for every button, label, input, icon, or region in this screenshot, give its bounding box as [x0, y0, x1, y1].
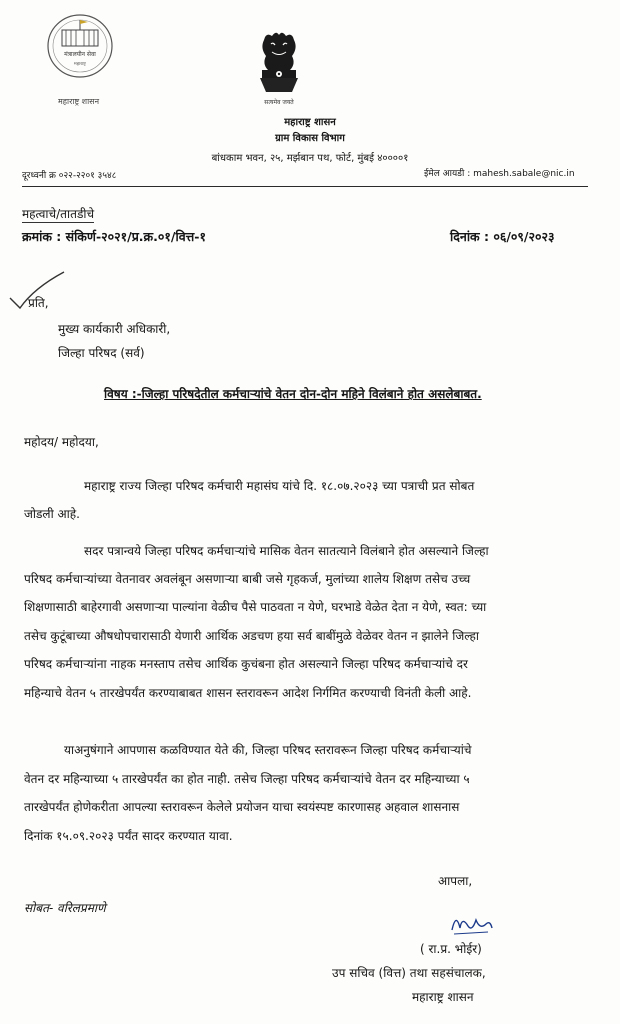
closing: आपला, — [438, 874, 473, 888]
state-emblem-icon — [254, 30, 304, 116]
svg-text:महाराष्ट्र: महाराष्ट्र — [74, 62, 86, 67]
body-line: महाराष्ट्र राज्य जिल्हा परिषद कर्मचारी महासंघ यांचे दि. १८.०७.२०२३ च्या पत्राची प्रत सोबत — [84, 479, 475, 493]
office-address: बांधकाम भवन, २५, मर्झबान पथ, फोर्ट, मुंबई ४००००१ — [211, 153, 409, 164]
recipient-line-1: मुख्य कार्यकारी अधिकारी, — [58, 322, 171, 336]
subject-line: विषय :-जिल्हा परिषदेतील कर्मचाऱ्यांचे वेतन दोन-दोन महिने विलंबाने होत असलेबाबत. — [104, 387, 482, 401]
priority-label: महत्वाचे/तातडीचे — [22, 207, 95, 221]
letter-date: दिनांक : ०६/०९/२०२३ — [450, 229, 555, 244]
signer-designation: उप सचिव (वित्त) तथा सहसंचालक, — [332, 966, 486, 980]
body-line: परिषद कर्मचाऱ्यांच्या वेतनावर अवलंबून असणाऱ्या बाबी जसे गृहकर्ज, मुलांच्या शालेय शिक्षण तसेच उच्च — [24, 572, 471, 586]
header-divider — [22, 186, 588, 187]
body-line: याअनुषंगाने आपणास कळविण्यात येते की, जिल्हा परिषद स्तरावरून जिल्हा परिषद कर्मचाऱ्यांचे — [64, 743, 472, 757]
body-line: सदर पत्रान्वये जिल्हा परिषद कर्मचाऱ्यांचे मासिक वेतन सातत्याने विलंबाने होत असल्याने जिल्हा — [84, 544, 489, 558]
government-name: महाराष्ट्र शासन — [284, 117, 336, 128]
body-line: जोडली आहे. — [24, 507, 80, 521]
to-label: प्रति, — [28, 296, 49, 310]
department-name: ग्राम विकास विभाग — [275, 133, 345, 144]
emblem-motto: सत्यमेव जयते — [264, 99, 294, 106]
body-line: महिन्याचे वेतन ५ तारखेपर्यंत करण्याबाबत शासन स्तरावरून आदेश निर्गमित करण्याची विनंती केली आहे. — [24, 686, 472, 700]
salutation: महोदय/ महोदया, — [24, 435, 99, 449]
body-line: तसेच कुटूंबाच्या औषधोपचारासाठी येणारी आर्थिक अडचण हया सर्व बाबींमुळे वेळेवर वेतन न झालेने जिल्हा — [24, 629, 479, 643]
seal-caption: महाराष्ट्र शासन — [58, 97, 100, 106]
body-line: दिनांक १५.०९.२०२३ पर्यंत सादर करण्यात यावा. — [24, 829, 233, 843]
department-seal — [40, 12, 120, 84]
signer-name: ( रा.प्र. भोईर) — [420, 942, 482, 956]
email-address: ईमेल आयडी : mahesh.sabale@nic.in — [424, 169, 575, 179]
body-line: शिक्षणासाठी बाहेरगावी असणाऱ्या पाल्यांना वेळीच पैसे पाठवता न येणे, घरभाडे वेळेत देता न येणे, स्वत: च्या — [24, 600, 487, 614]
body-line: परिषद कर्मचाऱ्यांना नाहक मनस्ताप तसेच आर्थिक कुचंबना होत असल्याने जिल्हा परिषद कर्मचाऱ्यांचे दर — [24, 657, 468, 671]
signature-icon — [446, 906, 496, 940]
reference-number: क्रमांक : संकिर्ण-२०२१/प्र.क्र.०१/वित्त-१ — [22, 229, 206, 244]
signer-government: महाराष्ट्र शासन — [412, 990, 474, 1004]
seal-label: मंत्रालयीन सेवा — [64, 51, 96, 58]
body-line: तारखेपर्यंत होणेकरीता आपल्या स्तरावरून केलेले प्रयोजन याचा स्वयंस्पष्ट कारणासह अहवाल शासनास — [24, 800, 460, 814]
phone-number: दूरध्वनी क्र ०२२-२२०१ ३५४८ — [22, 171, 117, 181]
enclosure-note: सोबत- वरिलप्रमाणे — [24, 901, 106, 915]
body-line: वेतन दर महिन्याच्या ५ तारखेपर्यंत का होत नाही. तसेच जिल्हा परिषद कर्मचाऱ्यांचे वेतन दर महिन्याच्या ५ — [24, 772, 470, 786]
recipient-line-2: जिल्हा परिषद (सर्व) — [58, 346, 145, 360]
